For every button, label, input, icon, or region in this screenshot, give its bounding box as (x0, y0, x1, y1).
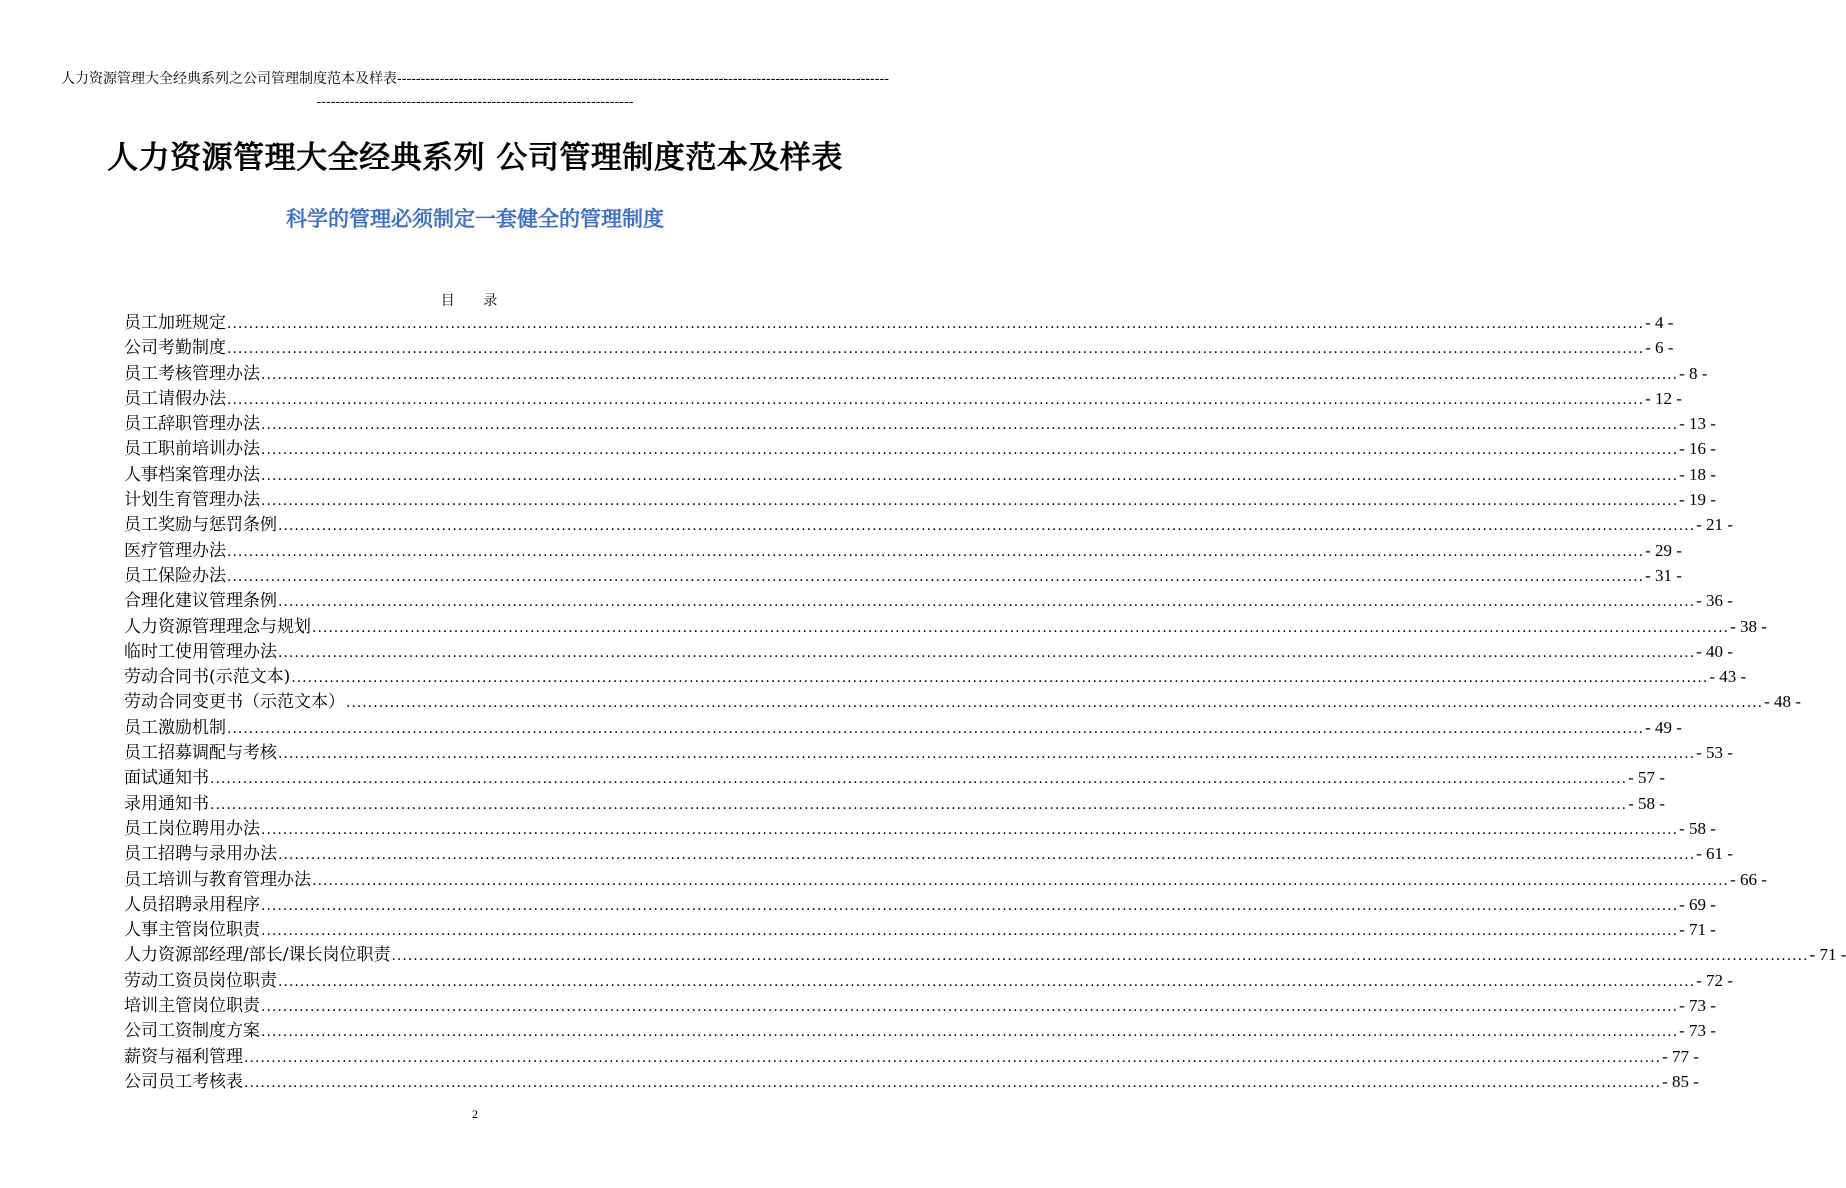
toc-dot-leader: .................................................................................................................................................................................................................................................................... (261, 923, 1679, 940)
toc-entry-title: 员工招募调配与考核 (124, 743, 277, 764)
toc-dot-leader: .................................................................................................................................................................................................................................................................... (227, 720, 1645, 737)
toc-entry-title: 面试通知书 (124, 768, 209, 789)
toc-dot-leader: .................................................................................................................................................................................................................................................................... (210, 796, 1628, 813)
toc-entry[interactable] (124, 993, 1716, 1018)
toc-entry[interactable] (124, 487, 1716, 512)
toc-entry-title: 员工激励机制 (124, 717, 226, 738)
toc-dot-leader: .................................................................................................................................................................................................................................................................... (227, 543, 1645, 560)
toc-entry-page: - 49 - (1645, 717, 1682, 737)
toc-entry[interactable] (124, 765, 1665, 790)
toc-entry-title: 员工招聘与录用办法 (124, 844, 277, 865)
toc-entry-title: 公司工资制度方案 (124, 1021, 260, 1042)
toc-entry-page: - 40 - (1696, 641, 1733, 661)
toc-entry[interactable] (124, 1069, 1699, 1094)
toc-dot-leader: .................................................................................................................................................................................................................................................................... (278, 644, 1696, 661)
toc-entry-title: 劳动合同书(示范文本) (124, 667, 291, 688)
toc-entry-title: 计划生育管理办法 (124, 490, 260, 511)
toc-entry-title: 员工考核管理办法 (124, 363, 260, 384)
toc-dot-leader: .................................................................................................................................................................................................................................................................... (261, 493, 1679, 510)
toc-entry-page: - 72 - (1696, 970, 1733, 990)
toc-entry-title: 员工岗位聘用办法 (124, 818, 260, 839)
toc-dot-leader: .................................................................................................................................................................................................................................................................... (261, 999, 1679, 1016)
toc-entry[interactable] (124, 614, 1767, 639)
toc-entry-page: - 21 - (1696, 515, 1733, 535)
document-subtitle: 科学的管理必须制定一套健全的管理制度 (286, 207, 664, 231)
toc-dot-leader: .................................................................................................................................................................................................................................................................... (291, 670, 1709, 687)
toc-dot-leader: .................................................................................................................................................................................................................................................................... (278, 847, 1696, 864)
toc-entry-page: - 53 - (1696, 743, 1733, 763)
toc-entry[interactable] (124, 436, 1716, 461)
toc-entry[interactable] (124, 740, 1733, 765)
toc-dot-leader: .................................................................................................................................................................................................................................................................... (244, 1049, 1662, 1066)
toc-entry[interactable] (124, 411, 1716, 436)
toc-dot-leader: .................................................................................................................................................................................................................................................................... (261, 417, 1679, 434)
toc-entry-page: - 69 - (1679, 894, 1716, 914)
toc-entry-title: 录用通知书 (124, 793, 209, 814)
toc-entry-title: 劳动工资员岗位职责 (124, 970, 277, 991)
toc-entry-title: 员工请假办法 (124, 388, 226, 409)
toc-entry-page: - 29 - (1645, 540, 1682, 560)
toc-entry[interactable] (124, 1044, 1699, 1069)
toc-entry-page: - 12 - (1645, 388, 1682, 408)
toc-entry[interactable] (124, 512, 1733, 537)
toc-dot-leader: .................................................................................................................................................................................................................................................................... (278, 973, 1696, 990)
toc-entry[interactable] (124, 689, 1801, 714)
toc-entry[interactable] (124, 1018, 1716, 1043)
toc-entry-page: - 43 - (1709, 667, 1747, 687)
toc-entry[interactable] (124, 968, 1733, 993)
toc-entry-title: 员工职前培训办法 (124, 439, 260, 460)
toc-entry[interactable] (124, 841, 1733, 866)
toc-entry-page: - 36 - (1696, 591, 1733, 611)
running-header: 人力资源管理大全经典系列之公司管理制度范本及样表--------------------------------------------------------------------------------------------------------------------------------------------------------------------------- (61, 71, 889, 110)
toc-entry-page: - 58 - (1679, 818, 1716, 838)
toc-dot-leader: .................................................................................................................................................................................................................................................................... (261, 467, 1679, 484)
toc-entry-title: 人力资源管理理念与规划 (124, 616, 311, 637)
toc-entry-page: - 73 - (1679, 996, 1716, 1016)
toc-entry-title: 合理化建议管理条例 (124, 591, 277, 612)
toc-dot-leader: .................................................................................................................................................................................................................................................................... (278, 746, 1696, 763)
toc-entry-page: - 38 - (1730, 616, 1767, 636)
toc-entry-title: 人员招聘录用程序 (124, 894, 260, 915)
toc-entry[interactable] (124, 892, 1716, 917)
toc-heading: 目 录 (440, 293, 510, 309)
toc-entry-title: 人力资源部经理/部长/课长岗位职责 (124, 945, 391, 966)
toc-dot-leader: .................................................................................................................................................................................................................................................................... (278, 594, 1696, 611)
toc-entry[interactable] (124, 664, 1747, 689)
toc-entry-page: - 71 - (1809, 945, 1846, 965)
toc-dot-leader: .................................................................................................................................................................................................................................................................... (244, 1074, 1662, 1091)
toc-entry[interactable] (124, 538, 1682, 563)
toc-entry-title: 员工加班规定 (124, 313, 226, 333)
toc-dot-leader: .................................................................................................................................................................................................................................................................... (391, 948, 1809, 965)
toc-entry-title: 员工辞职管理办法 (124, 414, 260, 435)
page-number: 2 (472, 1107, 478, 1121)
toc-entry-title: 公司员工考核表 (124, 1071, 243, 1092)
toc-entry-page: - 73 - (1679, 1021, 1716, 1041)
toc-entry-page: - 19 - (1679, 490, 1716, 510)
toc-entry-title: 人事主管岗位职责 (124, 920, 260, 941)
toc-entry[interactable] (124, 791, 1665, 816)
toc-entry-title: 临时工使用管理办法 (124, 641, 277, 662)
toc-dot-leader: .................................................................................................................................................................................................................................................................... (227, 341, 1645, 358)
toc-entry[interactable] (124, 942, 1846, 967)
toc-entry[interactable] (124, 816, 1716, 841)
toc-entry[interactable] (124, 361, 1708, 386)
toc-entry-page: - 77 - (1662, 1046, 1699, 1066)
toc-entry[interactable] (124, 310, 1674, 335)
toc-entry-page: - 58 - (1628, 793, 1665, 813)
toc-entry-page: - 31 - (1645, 565, 1682, 585)
toc-entry-title: 薪资与福利管理 (124, 1046, 243, 1067)
toc-entry[interactable] (124, 639, 1733, 664)
toc-entry-title: 培训主管岗位职责 (124, 996, 260, 1017)
toc-entry-page: - 66 - (1730, 869, 1767, 889)
toc-entry-page: - 48 - (1764, 692, 1801, 712)
toc-dot-leader: .................................................................................................................................................................................................................................................................... (261, 821, 1679, 838)
table-of-contents (124, 310, 1846, 1094)
toc-entry-page: - 18 - (1679, 464, 1716, 484)
document-title: 人力资源管理大全经典系列 公司管理制度范本及样表 (107, 140, 843, 176)
toc-entry-page: - 8 - (1679, 363, 1708, 383)
toc-dot-leader: .................................................................................................................................................................................................................................................................... (261, 897, 1679, 914)
toc-entry-title: 员工保险办法 (124, 565, 226, 586)
toc-entry-page: - 13 - (1679, 414, 1716, 434)
toc-entry-title: 公司考勤制度 (124, 338, 226, 359)
toc-dot-leader: .................................................................................................................................................................................................................................................................... (227, 316, 1645, 332)
toc-dot-leader: .................................................................................................................................................................................................................................................................... (346, 695, 1764, 712)
toc-entry[interactable] (124, 917, 1716, 942)
toc-dot-leader: .................................................................................................................................................................................................................................................................... (312, 872, 1730, 889)
toc-dot-leader: .................................................................................................................................................................................................................................................................... (261, 1024, 1679, 1041)
toc-dot-leader: .................................................................................................................................................................................................................................................................... (261, 442, 1679, 459)
toc-entry[interactable] (124, 715, 1682, 740)
toc-entry-title: 医疗管理办法 (124, 540, 226, 561)
toc-entry-title: 人事档案管理办法 (124, 464, 260, 485)
toc-entry-page: - 6 - (1645, 338, 1674, 358)
toc-entry[interactable] (124, 563, 1682, 588)
toc-entry[interactable] (124, 386, 1682, 411)
toc-dot-leader: .................................................................................................................................................................................................................................................................... (227, 568, 1645, 585)
toc-entry[interactable] (124, 335, 1674, 360)
toc-entry-title: 员工奖励与惩罚条例 (124, 515, 277, 536)
toc-entry-page: - 4 - (1645, 313, 1674, 332)
toc-entry-page: - 57 - (1628, 768, 1665, 788)
toc-dot-leader: .................................................................................................................................................................................................................................................................... (312, 619, 1730, 636)
toc-entry-page: - 71 - (1679, 920, 1716, 940)
toc-entry[interactable] (124, 462, 1716, 487)
toc-entry-page: - 16 - (1679, 439, 1716, 459)
toc-entry[interactable] (124, 588, 1733, 613)
toc-entry-title: 劳动合同变更书（示范文本） (124, 692, 345, 713)
toc-dot-leader: .................................................................................................................................................................................................................................................................... (227, 391, 1645, 408)
toc-entry[interactable] (124, 867, 1767, 892)
toc-entry-page: - 61 - (1696, 844, 1733, 864)
toc-entry-title: 员工培训与教育管理办法 (124, 869, 311, 890)
toc-entry-page: - 85 - (1662, 1071, 1699, 1091)
toc-dot-leader: .................................................................................................................................................................................................................................................................... (278, 518, 1696, 535)
toc-dot-leader: .................................................................................................................................................................................................................................................................... (210, 771, 1628, 788)
toc-dot-leader: .................................................................................................................................................................................................................................................................... (261, 366, 1679, 383)
